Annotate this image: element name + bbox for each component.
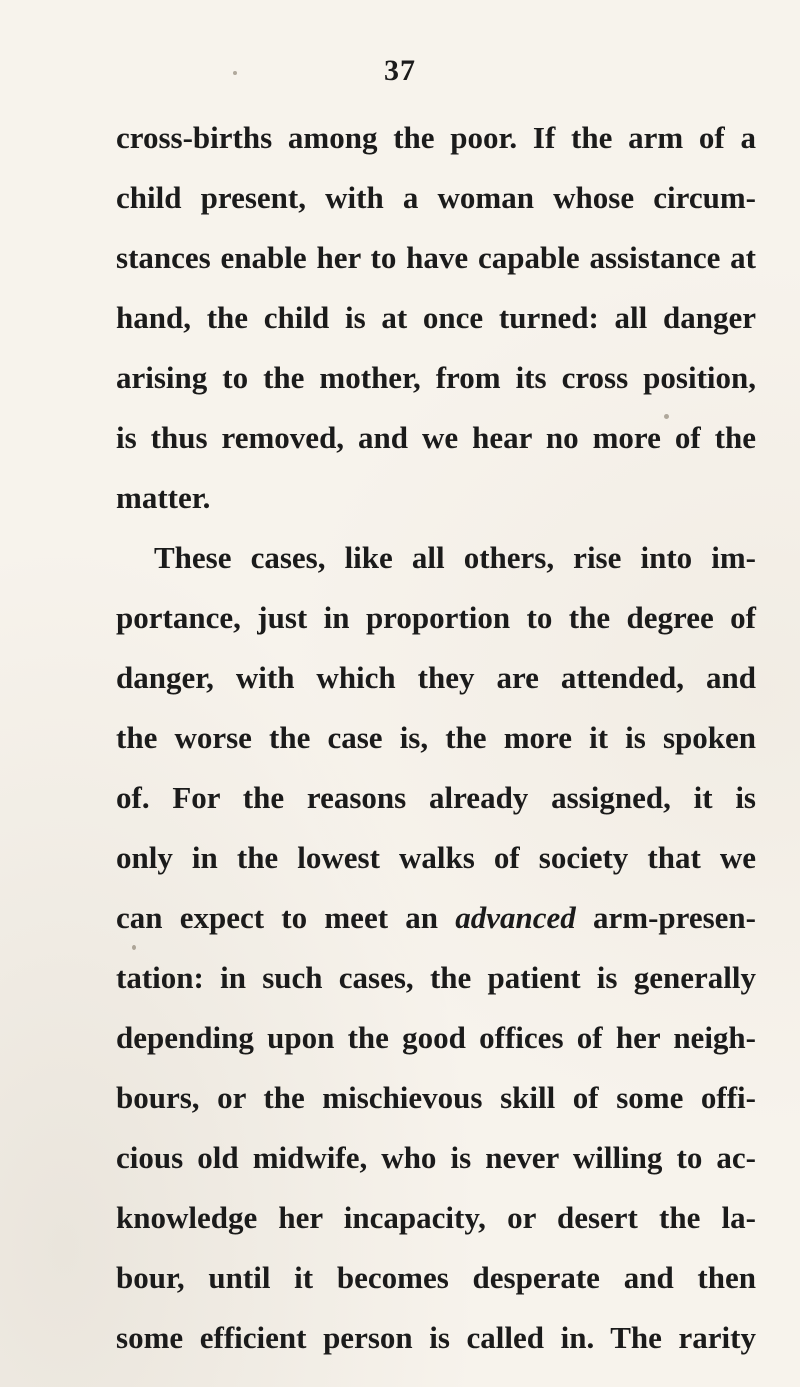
text-line: tation: in such cases, the patient is generally xyxy=(116,960,756,995)
text-line: bour, until it becomes desperate and then xyxy=(116,1260,756,1295)
body-text xyxy=(116,108,756,1368)
text-line-paragraph-end: matter. xyxy=(116,480,211,515)
line-segment: arm-presen- xyxy=(575,900,756,935)
paper-speck xyxy=(664,414,669,419)
text-line: of. For the reasons already assigned, it is xyxy=(116,780,756,815)
text-line: is thus removed, and we hear no more of the xyxy=(116,420,756,455)
text-line: danger, with which they are attended, and xyxy=(116,660,756,695)
text-line-with-emphasis xyxy=(116,888,756,948)
page-number: 37 xyxy=(384,54,416,87)
text-line: hand, the child is at once turned: all danger xyxy=(116,300,756,335)
paper-speck xyxy=(233,71,237,75)
text-line: some efficient person is called in. The rarity xyxy=(116,1320,756,1355)
text-line: bours, or the mischievous skill of some offi- xyxy=(116,1080,756,1115)
text-line: cross-births among the poor. If the arm of a xyxy=(116,120,756,155)
text-line: stances enable her to have capable assistance at xyxy=(116,240,756,275)
text-line-paragraph-start: These cases, like all others, rise into im- xyxy=(154,540,756,575)
text-line: portance, just in proportion to the degree of xyxy=(116,600,756,635)
text-line: knowledge her incapacity, or desert the la- xyxy=(116,1200,756,1235)
paper-speck xyxy=(132,945,136,950)
line-segment: can expect to meet an xyxy=(116,900,456,935)
text-line: only in the lowest walks of society that we xyxy=(116,840,756,875)
text-line: depending upon the good offices of her neigh- xyxy=(116,1020,756,1055)
text-line: cious old midwife, who is never willing to ac- xyxy=(116,1140,756,1175)
text-line: child present, with a woman whose circum- xyxy=(116,180,756,215)
text-line: arising to the mother, from its cross position, xyxy=(116,360,756,395)
text-line: the worse the case is, the more it is spoken xyxy=(116,720,756,755)
emphasis-word: advanced xyxy=(455,900,576,935)
